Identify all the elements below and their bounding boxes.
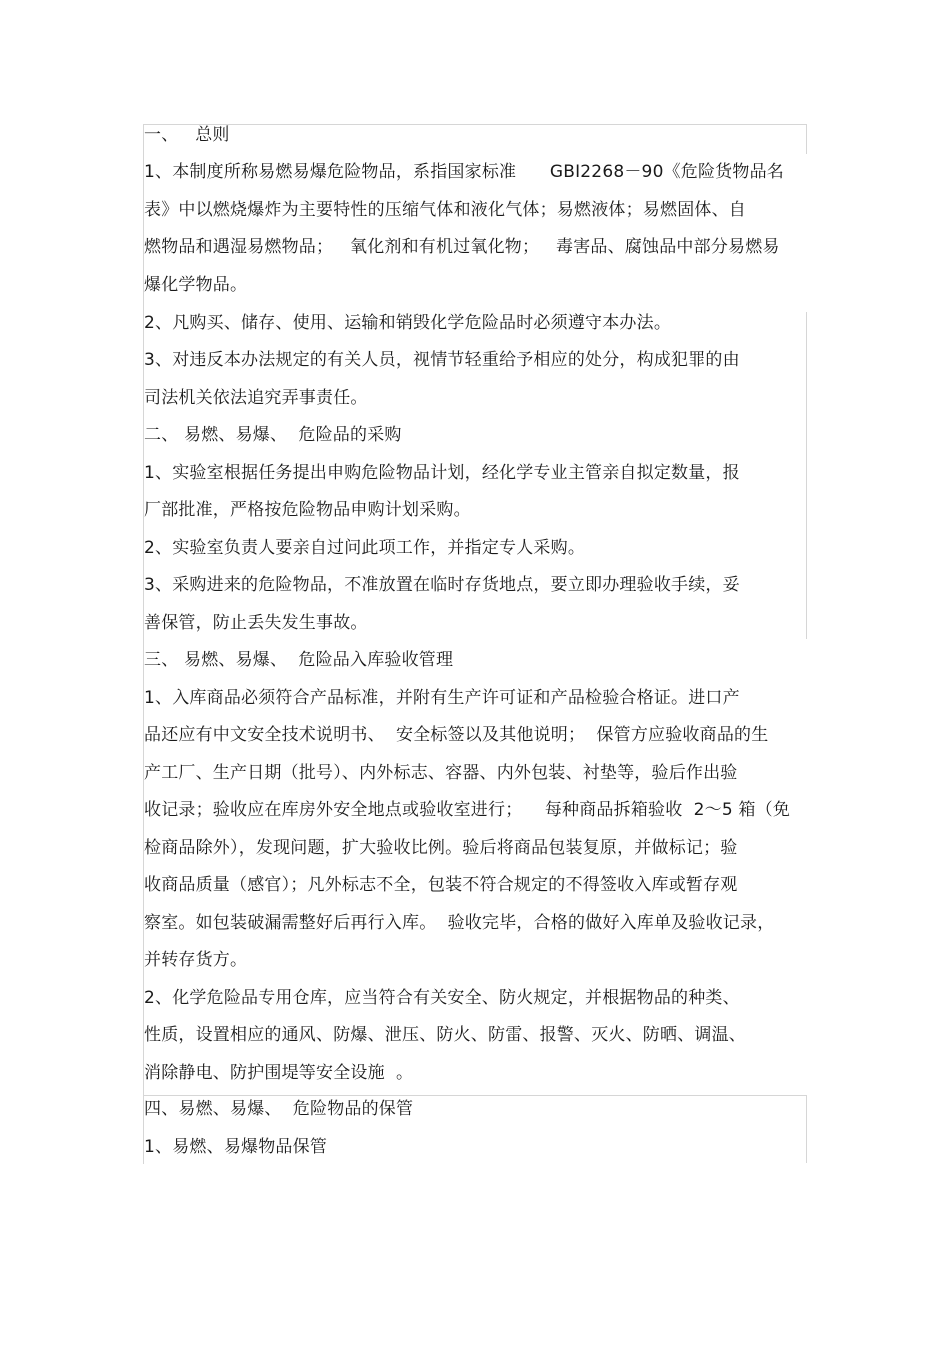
section-heading-acceptance: 三、 易燃、易爆、 危险品入库验收管理 (144, 650, 454, 670)
block-rule-right-3 (806, 1095, 807, 1163)
block-rule-right-1 (806, 124, 807, 154)
paragraph-line: 产工厂、生产日期（批号）、内外标志、容器、内外包装、衬垫等，验后作出验 (144, 763, 738, 783)
paragraph-line: 检商品除外），发现问题，扩大验收比例。验后将商品包装复原，并做标记；验 (144, 838, 738, 858)
block-rule-top (143, 124, 807, 125)
paragraph-line: 1、入库商品必须符合产品标准，并附有生产许可证和产品检验合格证。进口产 (144, 688, 740, 708)
paragraph-line: 消除静电、防护围堤等安全设施 。 (144, 1063, 414, 1083)
section-heading-general: 一、 总则 (144, 125, 230, 145)
paragraph-line: 收记录；验收应在库房外安全地点或验收室进行； 每种商品拆箱验收 2～5 箱（免 (144, 800, 791, 820)
paragraph-line: 收商品质量（感官）；凡外标志不全，包装不符合规定的不得签收入库或暂存观 (144, 875, 738, 895)
paragraph-line: 司法机关依法追究弄事责任。 (144, 388, 368, 408)
paragraph-line: 1、易燃、易爆物品保管 (144, 1137, 328, 1157)
paragraph-line: 1、实验室根据任务提出申购危险物品计划，经化学专业主管亲自拟定数量，报 (144, 463, 740, 483)
paragraph-line: 2、实验室负责人要亲自过问此项工作，并指定专人采购。 (144, 538, 586, 558)
paragraph-line: 2、凡购买、储存、使用、运输和销毁化学危险品时必须遵守本办法。 (144, 313, 672, 333)
paragraph-line: 2、化学危险品专用仓库，应当符合有关安全、防火规定，并根据物品的种类、 (144, 988, 740, 1008)
section-heading-procurement: 二、 易燃、易爆、 危险品的采购 (144, 425, 402, 445)
paragraph-line: 燃物品和遇湿易燃物品； 氧化剂和有机过氧化物； 毒害品、腐蚀品中部分易燃易 (144, 237, 780, 257)
paragraph-line: 1、本制度所称易燃易爆危险物品，系指国家标准 GBI2268－90《危险货物品名 (144, 162, 784, 182)
paragraph-line: 3、采购进来的危险物品，不准放置在临时存货地点，要立即办理验收手续，妥 (144, 575, 740, 595)
paragraph-line: 察室。如包装破漏需整好后再行入库。 验收完毕，合格的做好入库单及验收记录， (144, 913, 775, 933)
paragraph-line: 厂部批准，严格按危险物品申购计划采购。 (144, 500, 471, 520)
paragraph-line: 并转存货方。 (144, 950, 248, 970)
paragraph-line: 表》中以燃烧爆炸为主要特性的压缩气体和液化气体；易燃液体；易燃固体、自 (144, 200, 746, 220)
paragraph-line: 爆化学物品。 (144, 275, 248, 295)
paragraph-line: 性质，设置相应的通风、防爆、泄压、防火、防雷、报警、灭火、防晒、调温、 (144, 1025, 746, 1045)
block-rule-mid (143, 1095, 807, 1096)
paragraph-line: 善保管，防止丢失发生事故。 (144, 613, 368, 633)
section-heading-storage: 四、易燃、易爆、 危险物品的保管 (144, 1099, 414, 1119)
paragraph-line: 3、对违反本办法规定的有关人员，视情节轻重给予相应的处分，构成犯罪的由 (144, 350, 740, 370)
paragraph-line: 品还应有中文安全技术说明书、 安全标签以及其他说明； 保管方应验收商品的生 (144, 725, 769, 745)
block-rule-right-2 (806, 312, 807, 639)
